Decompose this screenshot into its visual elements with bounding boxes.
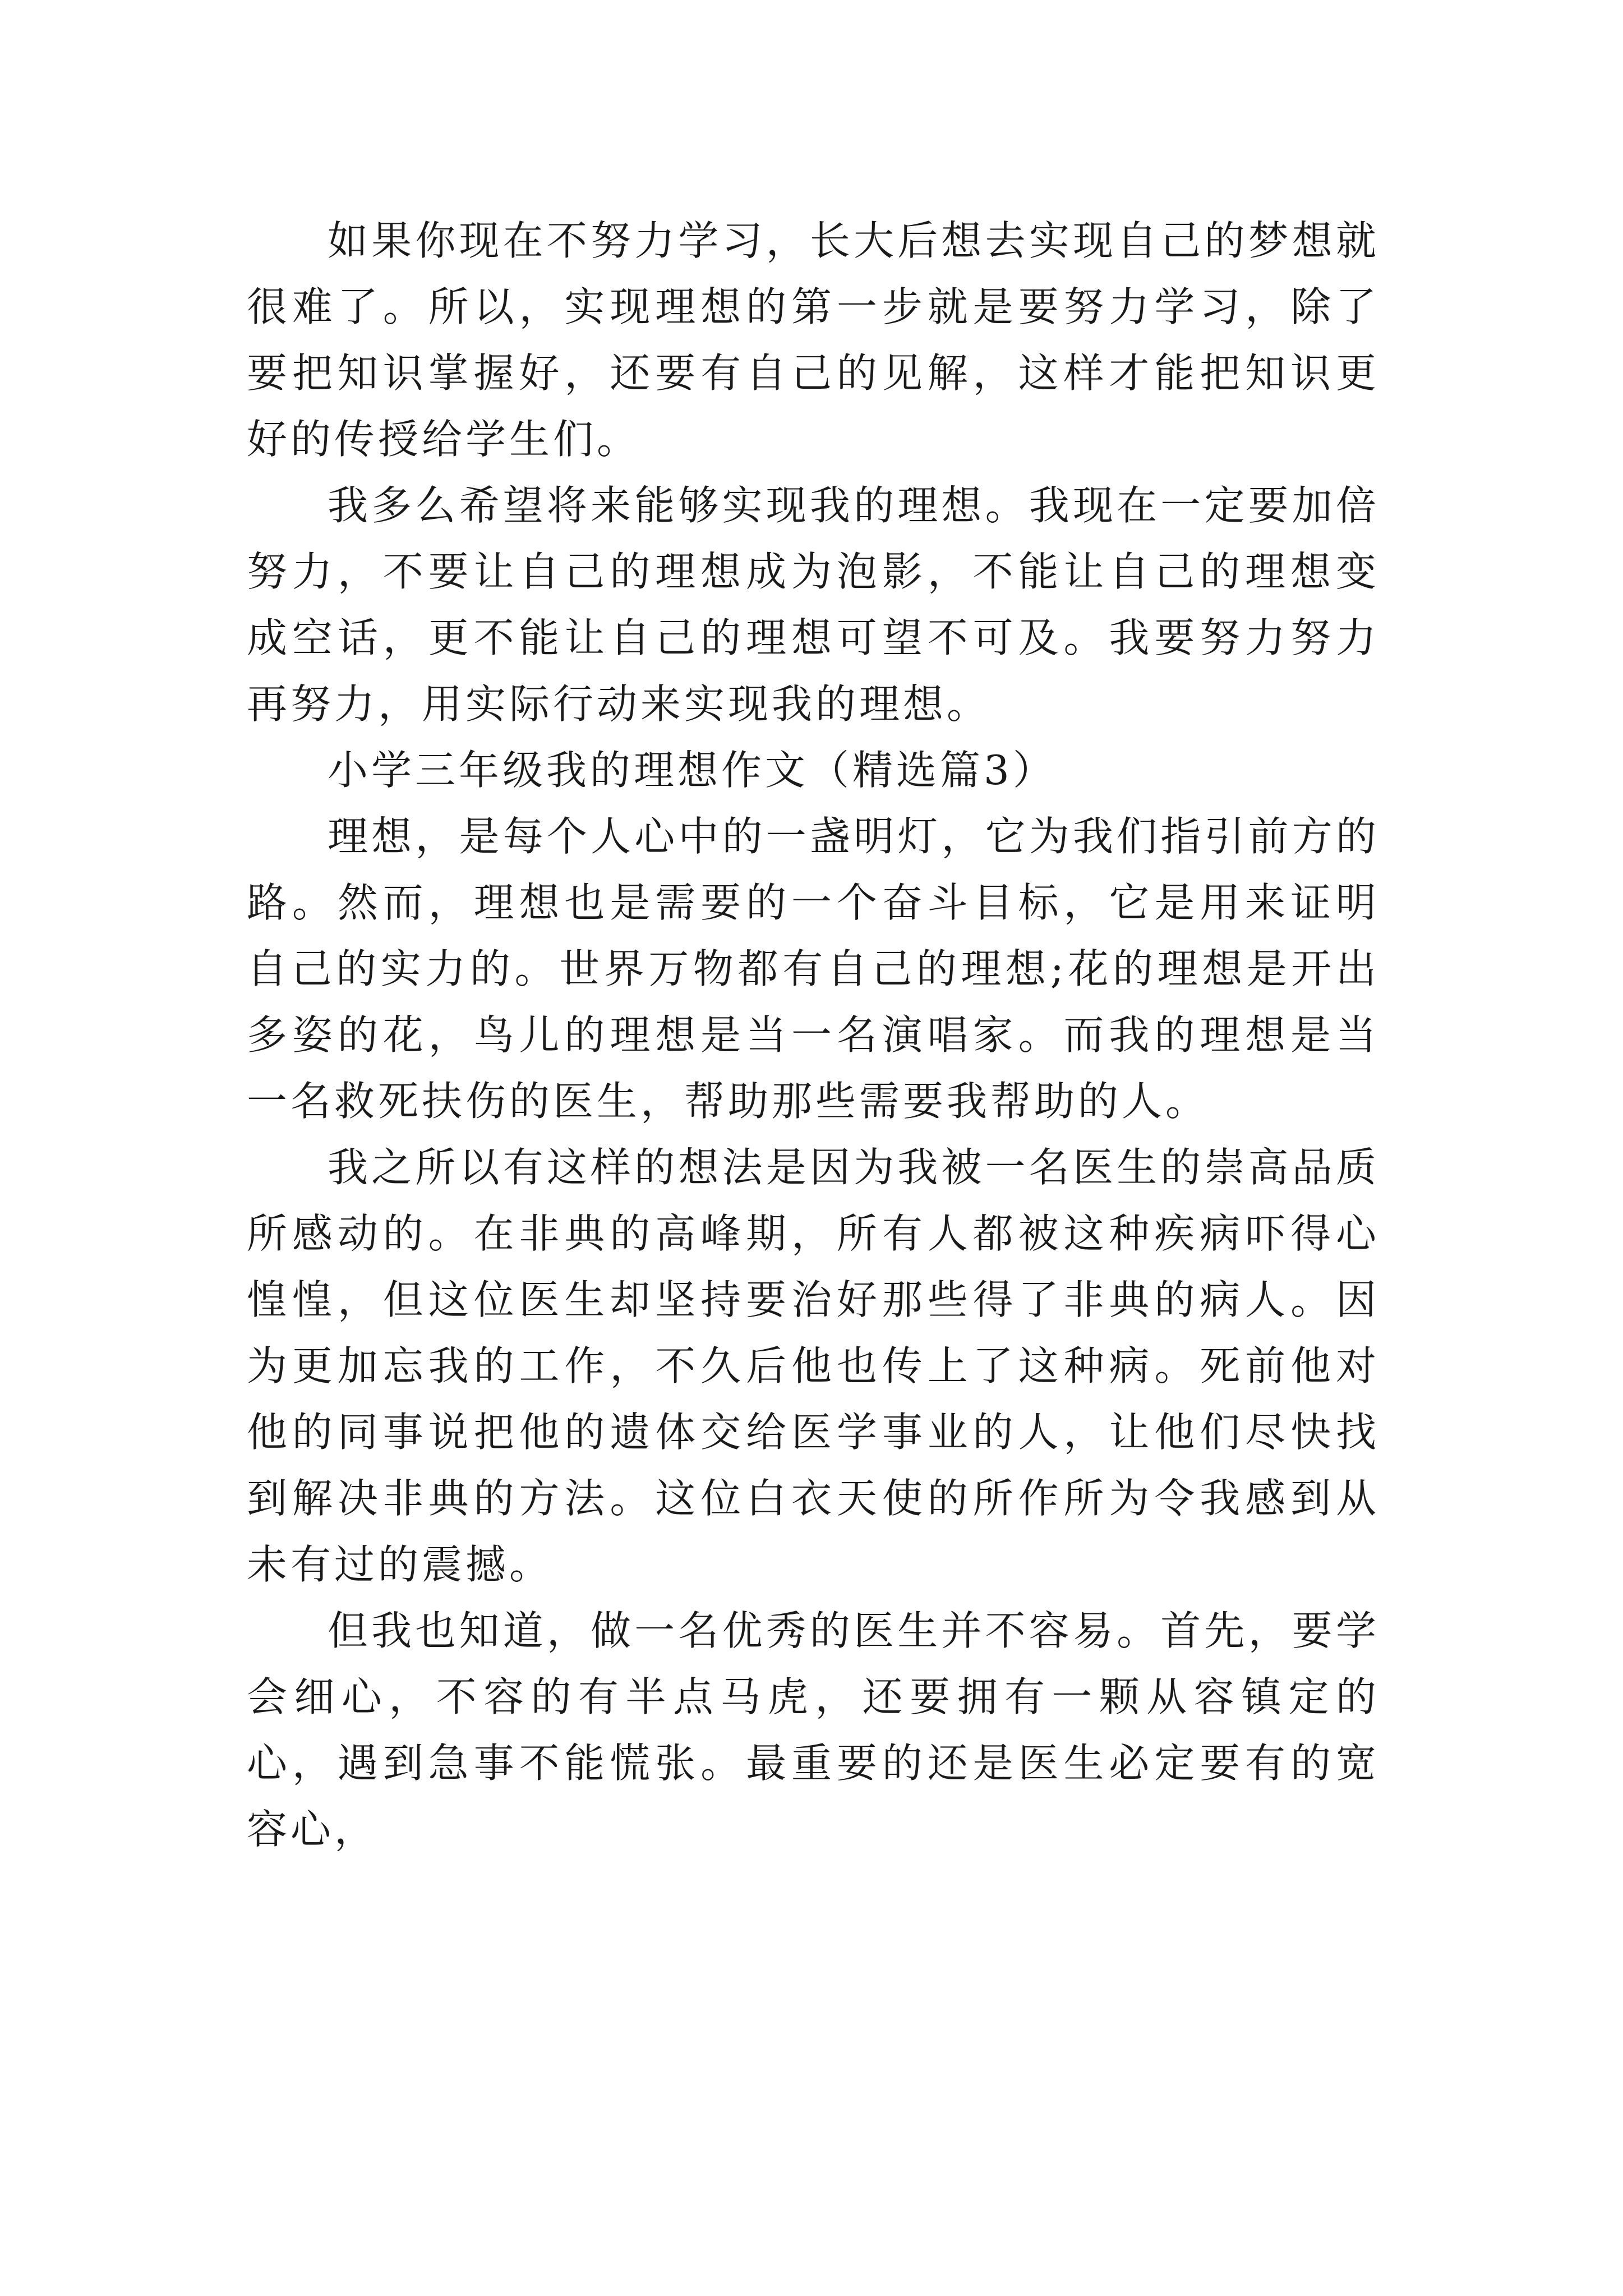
paragraph-study-hard: 如果你现在不努力学习，长大后想去实现自己的梦想就很难了。所以，实现理想的第一步就是要努力学习，除了要把知识掌握好，还要有自己的见解，这样才能把知识更好的传授给学生们。: [247, 217, 1380, 463]
section-heading: 小学三年级我的理想作文（精选篇3）: [328, 747, 1057, 794]
paragraph-ideal-lamp: 理想，是每个人心中的一盏明灯，它为我们指引前方的路。然而，理想也是需要的一个奋斗目标，它是用来证明自己的实力的。世界万物都有自己的理想;花的理想是开出多姿的花，鸟儿的理想是当一名演唱家。而我的理想是当一名救死扶伤的医生，帮助那些需要我帮助的人。: [247, 813, 1380, 1125]
paragraph-doctor-story: 我之所以有这样的想法是因为我被一名医生的崇高品质所感动的。在非典的高峰期，所有人都被这种疾病吓得心惶惶，但这位医生却坚持要治好那些得了非典的病人。因为更加忘我的工作，不久后他也传上了这种病。死前他对他的同事说把他的遗体交给医学事业的人，让他们尽快找到解决非典的方法。这位白衣天使的所作所为令我感到从未有过的震撼。: [247, 1144, 1380, 1588]
paragraph-not-easy: 但我也知道，做一名优秀的医生并不容易。首先，要学会细心，不容的有半点马虎，还要拥有一颗从容镇定的心，遇到急事不能慌张。最重要的还是医生必定要有的宽容心，: [247, 1607, 1380, 1853]
document-body: [247, 208, 1380, 1862]
paragraph-hope: 我多么希望将来能够实现我的理想。我现在一定要加倍努力，不要让自己的理想成为泡影，不能让自己的理想变成空话，更不能让自己的理想可望不可及。我要努力努力再努力，用实际行动来实现我的理想。: [247, 482, 1380, 728]
